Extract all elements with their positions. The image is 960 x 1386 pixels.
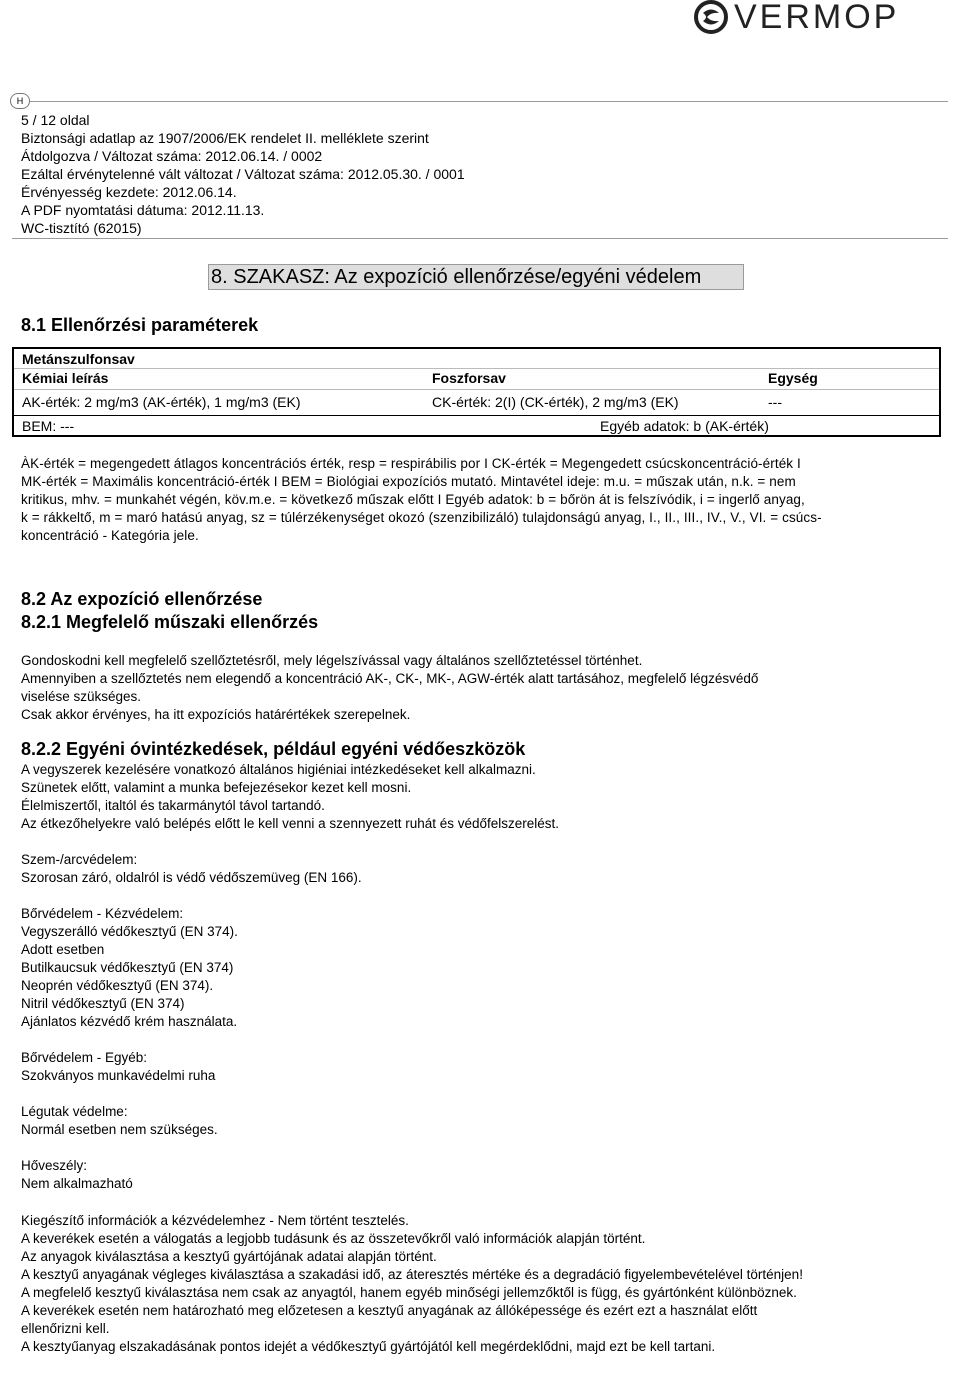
ck-value: CK-érték: 2(I) (CK-érték), 2 mg/m3 (EK) [432, 394, 679, 410]
ak-value: AK-érték: 2 mg/m3 (AK-érték), 1 mg/m3 (EK) [22, 394, 301, 410]
other-data: Egyéb adatok: b (AK-érték) [600, 418, 769, 434]
vermop-swirl-icon [694, 0, 728, 34]
revision-line: Átdolgozva / Változat száma: 2012.06.14. / 0002 [21, 148, 323, 164]
text-line: A kesztyűanyag elszakadásának pontos idejét a védőkesztyű gyártójától kell megérdeklődni, majd ezt be kell tartani. [21, 1339, 716, 1354]
text-line: Szünetek előtt, valamint a munka befejezésekor kezet kell mosni. [21, 780, 412, 795]
superseded-line: Ezáltal érvénytelenné vált változat / Változat száma: 2012.05.30. / 0001 [21, 166, 465, 182]
hand-protection-block [21, 905, 238, 1031]
eye-protection-block [21, 851, 362, 887]
section-banner [208, 264, 744, 290]
text-line: Vegyszerálló védőkesztyű (EN 374). [21, 924, 238, 939]
vermop-logo [694, 0, 899, 34]
text-line: Butilkaucsuk védőkesztyű (EN 374) [21, 960, 234, 975]
text-line: ellenőrizni kell. [21, 1321, 110, 1336]
table-divider [14, 389, 939, 390]
footnote-line: koncentráció - Kategória jele. [21, 528, 199, 543]
eye-protection-title: Szem-/arcvédelem: [21, 852, 138, 867]
text-line: Nitril védőkesztyű (EN 374) [21, 996, 185, 1011]
footnote-line: kritikus, mhv. = munkahét végén, köv.m.e. = következő műszak előtt I Egyéb adatok: b = bőrön át is felszívódik, i = ingerlő anyag, [21, 492, 805, 507]
col-phosphoric-acid: Foszforsav [432, 370, 506, 386]
logo-text: VERMOP [734, 0, 900, 36]
product-name: WC-tisztító (62015) [21, 220, 142, 236]
language-badge-text: H [16, 96, 24, 106]
skin-protection-title: Bőrvédelem - Egyéb: [21, 1050, 148, 1065]
text-line: Amennyiben a szellőztetés nem elegendő a koncentráció AK-, CK-, MK-, AGW-érték alatt tartásához, megfelelő légzésvédő [21, 671, 759, 686]
text-line: viselése szükséges. [21, 689, 142, 704]
respiratory-protection-text: Normál esetben nem szükséges. [21, 1122, 218, 1137]
text-line: A megfelelő kesztyű kiválasztása nem csak az anyagtól, hanem egyéb minőségi jellemzőktől is függ, és gyártónként különböznek. [21, 1285, 797, 1300]
print-date-line: A PDF nyomtatási dátuma: 2012.11.13. [21, 202, 265, 218]
skin-protection-text: Szokványos munkavédelmi ruha [21, 1068, 216, 1083]
document-header [21, 111, 465, 237]
respiratory-protection-block [21, 1103, 218, 1139]
unit-value: --- [768, 394, 782, 410]
glove-info-block [21, 1212, 803, 1356]
engineering-controls-text [21, 652, 758, 724]
language-badge [10, 93, 30, 109]
page-number: 5 / 12 oldal [21, 112, 90, 128]
table-divider [14, 368, 939, 369]
substance-name: Metánszulfonsav [22, 351, 135, 367]
valid-from-line: Érvényesség kezdete: 2012.06.14. [21, 184, 237, 200]
eye-protection-text: Szorosan záró, oldalról is védő védőszemüveg (EN 166). [21, 870, 362, 885]
text-line: A keverékek esetén nem határozható meg előzetesen a kesztyű anyagának az állóképessége és ezért ezt a használat előtt [21, 1303, 758, 1318]
text-line: Az anyagok kiválasztása a kesztyű gyártójának adatai alapján történt. [21, 1249, 437, 1264]
text-line: Gondoskodni kell megfelelő szellőztetésről, mely légelszívással vagy általános szellőztetéssel történhet. [21, 653, 643, 668]
section-banner-title: 8. SZAKASZ: Az expozíció ellenőrzése/egyéni védelem [211, 266, 702, 288]
section-8-2-2-title: 8.2.2 Egyéni óvintézkedések, például egyéni védőeszközök [21, 739, 526, 759]
hygiene-measures-text [21, 761, 559, 833]
text-line: Adott esetben [21, 942, 105, 957]
header-bottom-rule [12, 238, 948, 239]
exposure-limits-table [12, 347, 941, 437]
bem-value: BEM: --- [22, 418, 75, 434]
footnote-abbreviations [21, 455, 941, 545]
footnote-line: k = rákkeltő, m = maró hatású anyag, sz = túlérzékenységet okozó (szenzibilizáló) tulajdonságú anyag, I., II., III., IV., V., VI. = csúcs- [21, 510, 822, 525]
text-line: Az étkezőhelyekre való belépés előtt le kell venni a szennyezett ruhát és védőfelszerelést. [21, 816, 560, 831]
skin-protection-block [21, 1049, 215, 1085]
thermal-hazard-title: Hőveszély: [21, 1158, 88, 1173]
text-line: Ajánlatos kézvédő krém használata. [21, 1014, 238, 1029]
text-line: Kiegészítő információk a kézvédelemhez - Nem történt tesztelés. [21, 1213, 409, 1228]
text-line: A keverékek esetén a válogatás a legjobb tudásunk és az összetevőkről való információk alapján történt. [21, 1231, 646, 1246]
section-8-2-title: 8.2 Az expozíció ellenőrzése [21, 589, 263, 609]
subsection-title: 8.1 Ellenőrzési paraméterek [21, 315, 259, 335]
text-line: Élelmiszertől, italtól és takarmánytól távol tartandó. [21, 798, 325, 813]
header-rule [12, 101, 948, 102]
thermal-hazard-text: Nem alkalmazható [21, 1176, 133, 1191]
col-unit: Egység [768, 370, 818, 386]
hand-protection-title: Bőrvédelem - Kézvédelem: [21, 906, 184, 921]
text-line: A vegyszerek kezelésére vonatkozó általános higiéniai intézkedéseket kell alkalmazni. [21, 762, 536, 777]
respiratory-protection-title: Légutak védelme: [21, 1104, 128, 1119]
table-divider [14, 415, 939, 416]
footnote-line: ÀK-érték = megengedett átlagos koncentrációs érték, resp = respirábilis por I CK-érték = Megengedett csúcskoncentráció-érték I [21, 456, 801, 471]
col-chemical-description: Kémiai leírás [22, 370, 109, 386]
text-line: A kesztyű anyagának végleges kiválasztása a szakadási idő, az áteresztés mértéke és a degradáció figyelembevételével történjen! [21, 1267, 803, 1282]
regulation-line: Biztonsági adatlap az 1907/2006/EK rendelet II. melléklete szerint [21, 130, 429, 146]
text-line: Csak akkor érvényes, ha itt expozíciós határértékek szerepelnek. [21, 707, 411, 722]
section-8-2-1-title: 8.2.1 Megfelelő műszaki ellenőrzés [21, 612, 319, 632]
footnote-line: MK-érték = Maximális koncentráció-érték I BEM = Biológiai expozíciós mutató. Mintavétel ideje: m.u. = műszak után, n.k. = nem [21, 474, 796, 489]
thermal-hazard-block [21, 1157, 133, 1193]
text-line: Neoprén védőkesztyű (EN 374). [21, 978, 214, 993]
